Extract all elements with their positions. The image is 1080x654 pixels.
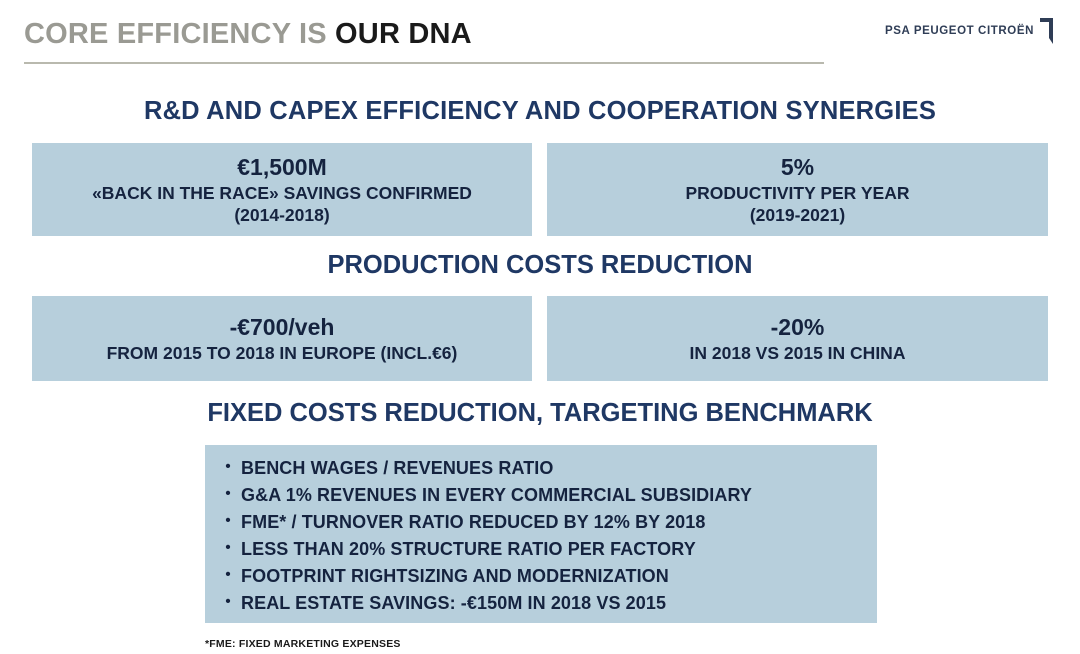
- section-title-fixed-costs: FIXED COSTS REDUCTION, TARGETING BENCHMARK: [207, 399, 873, 427]
- page-title: [24, 18, 472, 51]
- card-fixed-costs-bullets: [205, 445, 877, 623]
- bullet-icon: •: [225, 458, 231, 475]
- card-back-in-the-race-savings: [32, 143, 532, 236]
- card-subtitle-line2: (2014-2018): [234, 204, 330, 225]
- psa-logo-icon: [1040, 18, 1054, 44]
- card-value: 5%: [780, 153, 815, 180]
- footnote: *FME: FIXED MARKETING EXPENSES: [205, 638, 401, 650]
- card-subtitle-line1: FROM 2015 TO 2018 IN EUROPE (INCL.€6): [106, 342, 458, 363]
- title-divider: [24, 62, 824, 64]
- card-subtitle-line1: «BACK IN THE RACE» SAVINGS CONFIRMED: [92, 182, 472, 203]
- bullet-icon: •: [225, 539, 231, 556]
- brand-logo: [885, 18, 1054, 44]
- list-item-label: FME* / TURNOVER RATIO REDUCED BY 12% BY 2018: [241, 512, 706, 532]
- card-production-cost-china: [547, 296, 1048, 381]
- page-title-light: CORE EFFICIENCY IS: [24, 18, 336, 50]
- card-value: -20%: [770, 313, 825, 340]
- card-value: -€700/veh: [229, 313, 335, 340]
- bullet-icon: •: [225, 512, 231, 529]
- card-production-cost-europe: [32, 296, 532, 381]
- page-title-bold: OUR DNA: [335, 18, 472, 50]
- card-subtitle-line1: IN 2018 VS 2015 IN CHINA: [689, 342, 906, 363]
- list-item: [215, 540, 877, 558]
- list-item: [215, 594, 877, 612]
- bullet-icon: •: [225, 566, 231, 583]
- list-item-label: BENCH WAGES / REVENUES RATIO: [241, 458, 554, 478]
- bullet-icon: •: [225, 485, 231, 502]
- list-item-label: G&A 1% REVENUES IN EVERY COMMERCIAL SUBSIDIARY: [241, 485, 753, 505]
- list-item: [215, 459, 877, 477]
- list-item: [215, 486, 877, 504]
- list-item-label: LESS THAN 20% STRUCTURE RATIO PER FACTORY: [241, 539, 696, 559]
- card-subtitle-line2: (2019-2021): [749, 204, 846, 225]
- card-value: €1,500M: [237, 153, 327, 180]
- slide-header: [0, 0, 1080, 64]
- list-item: [215, 513, 877, 531]
- section-title-production-costs: PRODUCTION COSTS REDUCTION: [327, 251, 753, 279]
- list-item-label: FOOTPRINT RIGHTSIZING AND MODERNIZATION: [241, 566, 669, 586]
- card-productivity-per-year: [547, 143, 1048, 236]
- section-title-rd-capex: R&D AND CAPEX EFFICIENCY AND COOPERATION SYNERGIES: [143, 97, 937, 125]
- brand-name: PSA PEUGEOT CITROËN: [885, 25, 1034, 37]
- list-item-label: REAL ESTATE SAVINGS: -€150M IN 2018 VS 2015: [241, 593, 667, 613]
- bullet-icon: •: [225, 593, 231, 610]
- card-subtitle-line1: PRODUCTIVITY PER YEAR: [685, 182, 910, 203]
- list-item: [215, 567, 877, 585]
